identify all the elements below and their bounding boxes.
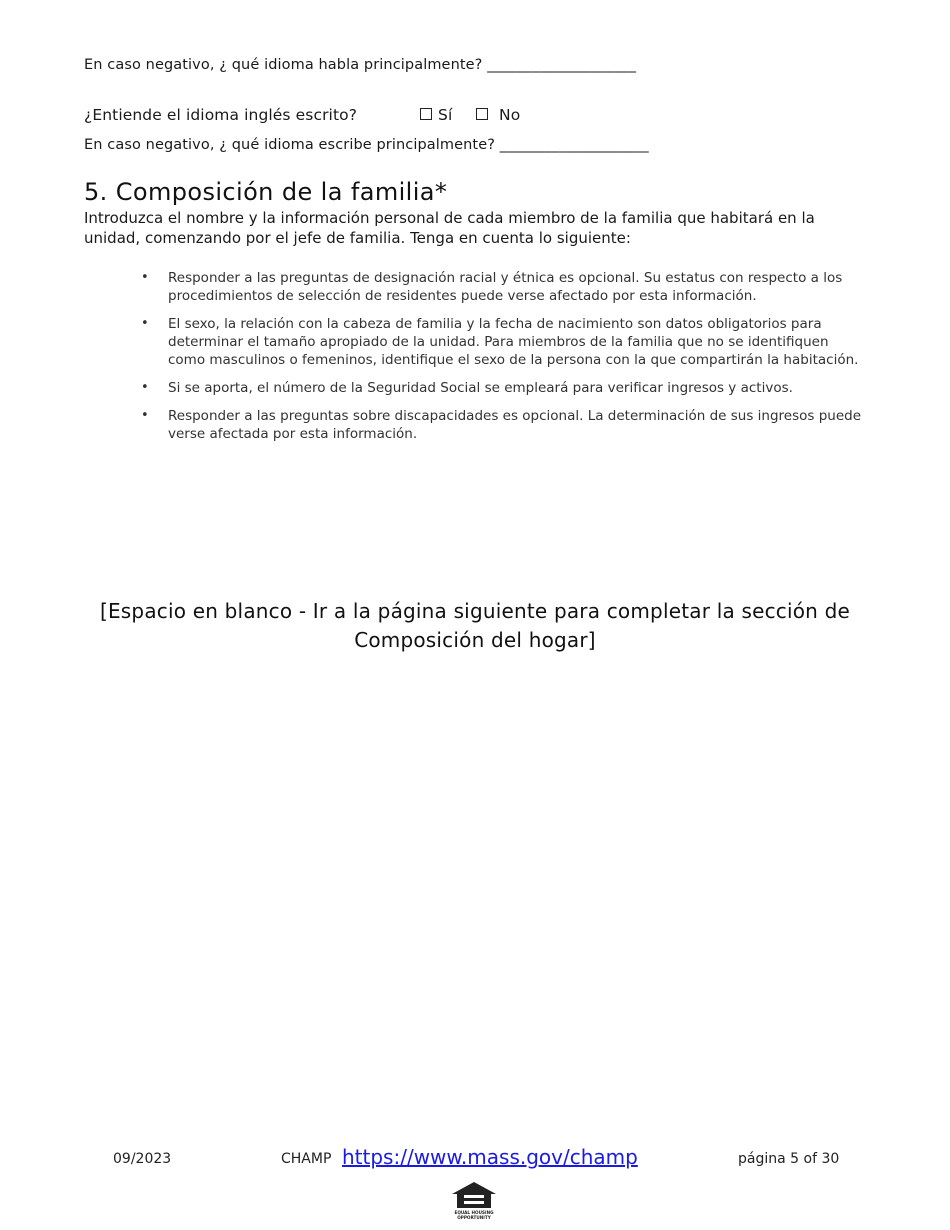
bullet-icon: • xyxy=(141,380,149,395)
equal-housing-icon xyxy=(449,1180,499,1220)
footer-date: 09/2023 xyxy=(113,1151,172,1167)
section-intro: Introduzca el nombre y la información personal de cada miembro de la familia que habitará en la unidad, comenzando por el jefe de familia. Tenga en cuenta lo siguiente: xyxy=(84,209,815,247)
bullet-icon: • xyxy=(141,316,149,331)
written-english-prompt: ¿Entiende el idioma inglés escrito? xyxy=(84,106,358,124)
written-language-question xyxy=(84,137,649,153)
list-item-text: Responder a las preguntas de designación racial y étnica es opcional. Su estatus con respecto a los procedimientos de selección de residentes puede verse afectado por esta información. xyxy=(168,270,843,304)
footer-page-number: página 5 of 30 xyxy=(738,1151,840,1167)
no-label: No xyxy=(499,106,521,124)
list-item-text: El sexo, la relación con la cabeza de familia y la fecha de nacimiento son datos obligatorios para determinar el tamaño apropiado de la unidad. Para miembros de la familia que no se identifiquen como masculinos o femeninos, identifique el sexo de la persona con la que compartirán la habitación. xyxy=(168,316,859,368)
spoken-language-question xyxy=(84,57,636,73)
list-item xyxy=(138,407,868,443)
equal-housing-logo xyxy=(449,1180,499,1220)
logo-text-line1: EQUAL HOUSING xyxy=(454,1210,494,1215)
written-english-question xyxy=(84,106,357,124)
written-english-no-option[interactable] xyxy=(476,106,520,124)
logo-text-line2: OPPORTUNITY xyxy=(457,1215,491,1220)
spoken-language-prompt: En caso negativo, ¿ qué idioma habla principalmente? xyxy=(84,57,483,73)
yes-label: Sí xyxy=(438,106,453,124)
bullet-icon: • xyxy=(141,408,149,423)
spoken-language-blank[interactable]: ____________________ xyxy=(487,57,637,73)
blank-space-note: [Espacio en blanco - Ir a la página siguiente para completar la sección de Composición del hogar] xyxy=(99,599,851,652)
list-item xyxy=(138,379,868,397)
list-item xyxy=(138,315,868,369)
written-language-prompt: En caso negativo, ¿ qué idioma escribe principalmente? xyxy=(84,137,496,153)
footer-program: CHAMP xyxy=(281,1151,332,1167)
instruction-list xyxy=(138,269,868,453)
written-language-blank[interactable]: ____________________ xyxy=(499,137,649,153)
list-item xyxy=(138,269,868,305)
yes-checkbox[interactable] xyxy=(420,108,432,120)
list-item-text: Si se aporta, el número de la Seguridad Social se empleará para verificar ingresos y activos. xyxy=(168,380,793,396)
written-english-yes-option[interactable] xyxy=(420,106,452,124)
bullet-icon: • xyxy=(141,270,149,285)
champ-link[interactable]: https://www.mass.gov/champ xyxy=(342,1145,638,1169)
no-checkbox[interactable] xyxy=(476,108,488,120)
list-item-text: Responder a las preguntas sobre discapacidades es opcional. La determinación de sus ingresos puede verse afectada por esta información. xyxy=(168,408,862,442)
section-title: 5. Composición de la familia* xyxy=(84,178,448,206)
